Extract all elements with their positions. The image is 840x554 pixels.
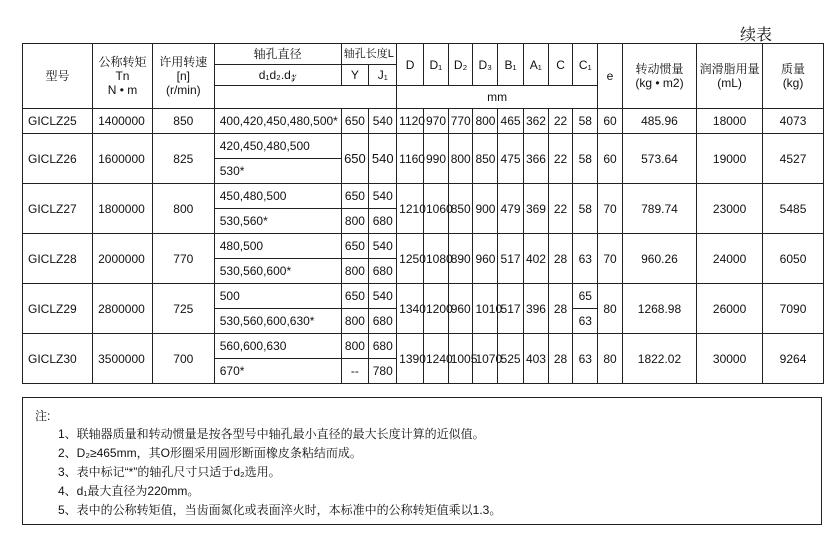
d1-cell: 1060 xyxy=(423,184,448,234)
bore-cell: 450,480,500 xyxy=(214,184,341,209)
d2-cell: 960 xyxy=(448,284,473,334)
d3-cell: 800 xyxy=(473,109,498,134)
d3-cell: 1010 xyxy=(473,284,498,334)
model-cell: GICLZ27 xyxy=(23,184,93,234)
col-dims-unit: mm xyxy=(397,86,598,109)
c1-cell: 63 xyxy=(573,309,598,334)
speed-cell: 825 xyxy=(152,134,214,184)
d2-cell: 800 xyxy=(448,134,473,184)
a1-cell: 396 xyxy=(523,284,548,334)
col-j1: J₁ xyxy=(369,65,397,86)
d2-cell: 890 xyxy=(448,234,473,284)
b1-cell: 517 xyxy=(498,284,524,334)
bore-cell: 530* xyxy=(214,159,341,184)
spec-table xyxy=(22,43,824,384)
d-cell: 1120 xyxy=(397,109,424,134)
mass-cell: 7090 xyxy=(763,284,824,334)
torque-cell: 1400000 xyxy=(93,109,153,134)
bore-cell: 400,420,450,480,500* xyxy=(214,109,341,134)
j1-length-cell: 780 xyxy=(369,359,397,384)
grease-cell: 19000 xyxy=(697,134,763,184)
mass-cell: 4073 xyxy=(763,109,824,134)
c-cell: 28 xyxy=(548,284,573,334)
a1-cell: 402 xyxy=(523,234,548,284)
speed-cell: 800 xyxy=(152,184,214,234)
speed-cell: 725 xyxy=(152,284,214,334)
header-blank xyxy=(214,86,396,109)
note-item: 1、联轴器质量和转动惯量是按各型号中轴孔最小直径的最大长度计算的近似值。 xyxy=(58,427,485,441)
y-length-cell: 800 xyxy=(341,209,369,234)
col-dim-6: C xyxy=(548,44,573,86)
col-bore: 轴孔直径 xyxy=(214,44,341,65)
speed-cell: 770 xyxy=(152,234,214,284)
col-dim-2: D₂ xyxy=(448,44,473,86)
torque-cell: 2000000 xyxy=(93,234,153,284)
mass-cell: 6050 xyxy=(763,234,824,284)
table-row xyxy=(23,109,824,134)
torque-cell: 1800000 xyxy=(93,184,153,234)
mass-cell: 9264 xyxy=(763,334,824,384)
d-cell: 1210 xyxy=(397,184,424,234)
c1-cell: 58 xyxy=(573,134,598,184)
col-model: 型号 xyxy=(23,44,93,109)
model-cell: GICLZ25 xyxy=(23,109,93,134)
col-dim-4: B₁ xyxy=(498,44,524,86)
d1-cell: 1080 xyxy=(423,234,448,284)
note-item: 4、d₁最大直径为220mm。 xyxy=(58,484,200,498)
notes-title: 注: xyxy=(35,409,51,423)
col-grease: 润滑脂用量 (mL) xyxy=(697,44,763,109)
col-torque: 公称转矩 Tn N • m xyxy=(93,44,153,109)
header-row-1 xyxy=(23,44,824,65)
a1-cell: 369 xyxy=(523,184,548,234)
mass-cell: 5485 xyxy=(763,184,824,234)
speed-cell: 700 xyxy=(152,334,214,384)
table-row xyxy=(23,134,824,159)
c-cell: 22 xyxy=(548,184,573,234)
inertia-cell: 789.74 xyxy=(622,184,696,234)
model-cell: GICLZ30 xyxy=(23,334,93,384)
col-inertia: 转动惯量 (kg • m2) xyxy=(622,44,696,109)
table-row xyxy=(23,234,824,259)
d2-cell: 850 xyxy=(448,184,473,234)
note-item: 5、表中的公称转矩值，当齿面氮化或表面淬火时，本标准中的公称转矩值乘以1.3。 xyxy=(58,503,502,517)
grease-cell: 24000 xyxy=(697,234,763,284)
col-dim-1: D₁ xyxy=(423,44,448,86)
bore-cell: 420,450,480,500 xyxy=(214,134,341,159)
e-cell: 70 xyxy=(598,184,623,234)
y-length-cell: 650 xyxy=(341,234,369,259)
mass-cell: 4527 xyxy=(763,134,824,184)
col-bore-length: 轴孔长度L xyxy=(341,44,397,65)
inertia-cell: 1822.02 xyxy=(622,334,696,384)
bore-cell: 530,560,600,630* xyxy=(214,309,341,334)
a1-cell: 403 xyxy=(523,334,548,384)
inertia-cell: 1268.98 xyxy=(622,284,696,334)
col-dim-7: C₁ xyxy=(573,44,598,86)
c-cell: 22 xyxy=(548,134,573,184)
b1-cell: 517 xyxy=(498,234,524,284)
notes-box xyxy=(22,397,822,525)
d3-cell: 1070 xyxy=(473,334,498,384)
col-mass: 质量 (kg) xyxy=(763,44,824,109)
d1-cell: 970 xyxy=(423,109,448,134)
e-cell: 60 xyxy=(598,109,623,134)
j1-length-cell: 680 xyxy=(369,259,397,284)
col-dim-0: D xyxy=(397,44,424,86)
y-length-cell: 650 xyxy=(341,284,369,309)
table-row xyxy=(23,284,824,309)
c1-cell: 63 xyxy=(573,334,598,384)
a1-cell: 366 xyxy=(523,134,548,184)
col-y: Y xyxy=(341,65,369,86)
b1-cell: 465 xyxy=(498,109,524,134)
d1-cell: 1240 xyxy=(423,334,448,384)
torque-cell: 3500000 xyxy=(93,334,153,384)
note-item: 2、D₂≥465mm，其O形圈采用圆形断面橡皮条粘结而成。 xyxy=(58,446,362,460)
col-speed: 许用转速 [n] (r/min) xyxy=(152,44,214,109)
bore-cell: 480,500 xyxy=(214,234,341,259)
grease-cell: 26000 xyxy=(697,284,763,334)
j1-length-cell: 680 xyxy=(369,334,397,359)
d1-cell: 1200 xyxy=(423,284,448,334)
d2-cell: 1005 xyxy=(448,334,473,384)
j1-length-cell: 680 xyxy=(369,309,397,334)
grease-cell: 18000 xyxy=(697,109,763,134)
model-cell: GICLZ29 xyxy=(23,284,93,334)
j1-length-cell: 680 xyxy=(369,209,397,234)
inertia-cell: 485.96 xyxy=(622,109,696,134)
table-row xyxy=(23,334,824,359)
j1-length-cell: 540 xyxy=(369,184,397,209)
d3-cell: 960 xyxy=(473,234,498,284)
grease-cell: 30000 xyxy=(697,334,763,384)
j1-length-cell: 540 xyxy=(369,109,397,134)
d3-cell: 900 xyxy=(473,184,498,234)
grease-cell: 23000 xyxy=(697,184,763,234)
c-cell: 22 xyxy=(548,109,573,134)
y-length-cell: 800 xyxy=(341,309,369,334)
inertia-cell: 573.64 xyxy=(622,134,696,184)
d-cell: 1340 xyxy=(397,284,424,334)
b1-cell: 479 xyxy=(498,184,524,234)
bore-cell: 560,600,630 xyxy=(214,334,341,359)
d2-cell: 770 xyxy=(448,109,473,134)
inertia-cell: 960.26 xyxy=(622,234,696,284)
speed-cell: 850 xyxy=(152,109,214,134)
e-cell: 60 xyxy=(598,134,623,184)
c1-cell: 65 xyxy=(573,284,598,309)
c1-cell: 63 xyxy=(573,234,598,284)
b1-cell: 475 xyxy=(498,134,524,184)
note-item: 3、表中标记“*”的轴孔尺寸只适于d₂选用。 xyxy=(58,465,281,479)
c-cell: 28 xyxy=(548,334,573,384)
b1-cell: 525 xyxy=(498,334,524,384)
d-cell: 1250 xyxy=(397,234,424,284)
d-cell: 1390 xyxy=(397,334,424,384)
torque-cell: 2800000 xyxy=(93,284,153,334)
y-length-cell: 650 xyxy=(341,184,369,209)
e-cell: 80 xyxy=(598,284,623,334)
col-bore-sub: d₁d₂.d𝓏 xyxy=(214,65,341,86)
col-dim-3: D₃ xyxy=(473,44,498,86)
y-length-cell: 650 xyxy=(341,109,369,134)
continued-label: 续表 xyxy=(740,27,773,44)
col-dim-5: A₁ xyxy=(523,44,548,86)
c1-cell: 58 xyxy=(573,109,598,134)
d3-cell: 850 xyxy=(473,134,498,184)
j1-length-cell: 540 xyxy=(369,234,397,259)
bore-cell: 670* xyxy=(214,359,341,384)
y-length-cell: -- xyxy=(341,359,369,384)
d1-cell: 990 xyxy=(423,134,448,184)
y-length-cell: 800 xyxy=(341,334,369,359)
bore-cell: 530,560* xyxy=(214,209,341,234)
d-cell: 1160 xyxy=(397,134,424,184)
notes-list xyxy=(58,425,501,520)
c-cell: 28 xyxy=(548,234,573,284)
table-row xyxy=(23,184,824,209)
bore-cell: 530,560,600* xyxy=(214,259,341,284)
j1-length-cell: 540 xyxy=(369,284,397,309)
j1-length-cell: 540 xyxy=(369,134,397,184)
bore-cell: 500 xyxy=(214,284,341,309)
y-length-cell: 800 xyxy=(341,259,369,284)
y-length-cell: 650 xyxy=(341,134,369,184)
torque-cell: 1600000 xyxy=(93,134,153,184)
a1-cell: 362 xyxy=(523,109,548,134)
e-cell: 80 xyxy=(598,334,623,384)
col-dim-8: e xyxy=(598,44,623,109)
e-cell: 70 xyxy=(598,234,623,284)
model-cell: GICLZ28 xyxy=(23,234,93,284)
model-cell: GICLZ26 xyxy=(23,134,93,184)
c1-cell: 58 xyxy=(573,184,598,234)
